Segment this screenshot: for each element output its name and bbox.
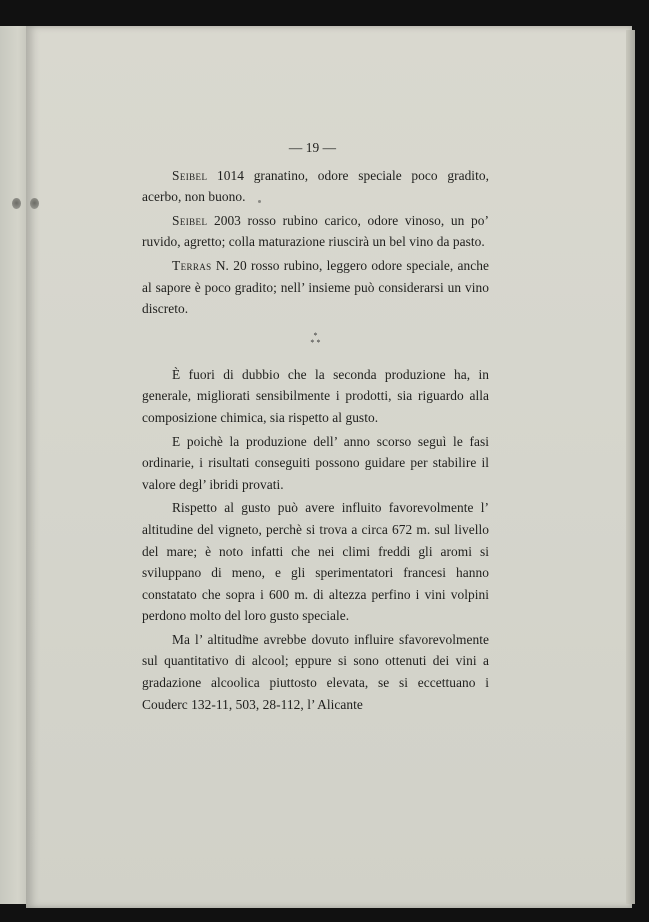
page-number: — 19 — — [288, 140, 337, 155]
binding-hole — [12, 198, 21, 209]
entry-text: N. 20 rosso rubino, leggero odore speciale, anche al sapore è poco gradito; nell’ insieme può considerarsi un vino discreto. — [142, 257, 489, 317]
entry-seibel-2003 — [142, 210, 489, 253]
paragraph: Rispetto al gusto può avere influito favorevolmente l’ altitudine del vigneto, perchè si trova a circa 672 m. sul livello del mare; è noto infatti che nei climi freddi gli aromi si sviluppano di meno, e gli sperimentatori francesi hanno constatato che sopra i 600 m. di altezza perfino i vini volpini perdono molto del loro gusto speciale. — [142, 500, 489, 624]
variety-name: Seibel — [172, 212, 208, 228]
entry-text: 1014 granatino, odore speciale poco gradito, acerbo, non buono. — [142, 167, 489, 205]
binding-hole — [30, 198, 39, 209]
paragraph: E poichè la produzione dell’ anno scorso seguì le fasi ordinarie, i risultati conseguiti possono guidare per stabilire il valore degl’ ibridi provati. — [142, 433, 489, 492]
section-separator: * * * — [310, 330, 321, 347]
variety-name: Seibel — [172, 167, 208, 183]
variety-name: Terras — [172, 257, 212, 273]
entry-text: 2003 rosso rubino carico, odore vinoso, un po’ ruvido, agretto; colla maturazione riuscirà un bel vino da pasto. — [142, 212, 489, 250]
paragraph: È fuori di dubbio che la seconda produzione ha, in generale, migliorati sensibilmente i prodotti, sia riguardo alla composizione chimica, sia rispetto al gusto. — [142, 366, 489, 425]
entry-seibel-1014 — [142, 165, 489, 208]
entry-terras-20 — [142, 255, 489, 320]
paragraph: Ma l’ altitudine avrebbe dovuto influire sfavorevolmente sul quantitativo di alcool; eppure si sono ottenuti dei vini a gradazione alcoolica piuttosto elevata, se si eccettuano i Couderc 132-11, 503, 28-112, l’ Alicante — [142, 631, 489, 712]
page-right-edge — [626, 30, 635, 904]
page-text — [142, 137, 489, 717]
